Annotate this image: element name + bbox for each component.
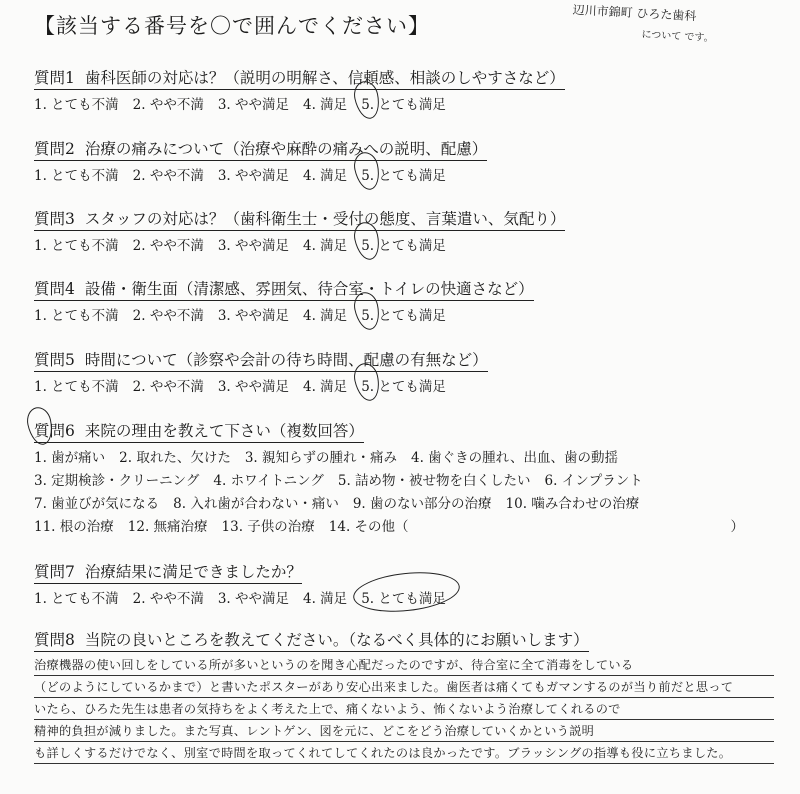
reason-row [34, 493, 774, 516]
reason-option[interactable]: 10. 噛み合わせの治療 [505, 496, 640, 512]
question-number: 質問6 [34, 422, 75, 440]
option-3[interactable]: 3. やや満足 [217, 168, 290, 184]
option-3[interactable]: 3. やや満足 [217, 379, 290, 395]
reason-option-other[interactable]: 14. その他（ [328, 519, 409, 535]
handwritten-answer[interactable] [34, 654, 782, 764]
option-5-selected[interactable]: 5. とても満足 [361, 375, 446, 395]
question-number: 質問2 [34, 140, 75, 158]
question-title [34, 207, 565, 231]
answer-options [34, 234, 774, 254]
reason-option[interactable]: 7. 歯並びが気になる [34, 496, 160, 512]
answer-options [34, 304, 774, 324]
option-5-selected[interactable]: 5. とても満足 [361, 164, 446, 184]
question-title [34, 66, 565, 90]
reason-options [34, 447, 774, 539]
question-1 [34, 66, 774, 113]
reason-row [34, 516, 774, 539]
option-1[interactable]: 1. とても不満 [34, 168, 119, 184]
option-5-selected[interactable]: 5. とても満足 [361, 587, 446, 607]
option-5-selected[interactable]: 5. とても満足 [361, 234, 446, 254]
question-text: 時間について（診察や会計の待ち時間、配慮の有無など） [84, 351, 488, 369]
option-1[interactable]: 1. とても不満 [34, 238, 119, 254]
reason-option[interactable]: 6. インプラント [544, 473, 643, 489]
question-number: 質問5 [34, 351, 75, 369]
option-1[interactable]: 1. とても不満 [34, 97, 119, 113]
reason-row [34, 470, 774, 493]
answer-line: 精神的負担が減りました。また写真、レントゲン、図を元に、どこをどう治療していくかという説明 [34, 724, 595, 738]
handwritten-note [571, 0, 773, 53]
question-title [34, 137, 487, 161]
question-title [34, 560, 302, 584]
reason-option[interactable]: 8. 入れ歯が合わない・痛い [173, 496, 339, 512]
option-3[interactable]: 3. やや満足 [217, 97, 290, 113]
question-3 [34, 207, 774, 254]
question-5 [34, 348, 774, 395]
answer-options [34, 164, 774, 184]
option-2[interactable]: 2. やや不満 [132, 238, 204, 254]
question-number: 質問4 [34, 280, 75, 298]
reason-option[interactable]: 4. 歯ぐきの腫れ、出血、歯の動揺 [411, 450, 618, 466]
answer-options [34, 375, 774, 395]
answer-line: 治療機器の使い回しをしている所が多いというのを聞き心配だったのですが、待合室に全て消毒をしている [34, 658, 634, 672]
option-3[interactable]: 3. やや満足 [217, 238, 290, 254]
question-text: 来院の理由を教えて下さい（複数回答） [84, 422, 364, 440]
question-8 [34, 628, 774, 652]
reason-option[interactable]: 13. 子供の治療 [221, 519, 315, 535]
reason-row [34, 447, 774, 470]
option-2[interactable]: 2. やや不満 [132, 308, 204, 324]
reason-option[interactable]: 3. 定期検診・クリーニング [34, 473, 200, 489]
option-2[interactable]: 2. やや不満 [132, 379, 204, 395]
option-4[interactable]: 4. 満足 [303, 379, 348, 395]
question-number: 質問7 [34, 563, 75, 581]
question-7 [34, 560, 774, 607]
question-text: 設備・衛生面（清潔感、雰囲気、待合室・トイレの快適さなど） [84, 280, 534, 298]
question-text: 当院の良いところを教えてください。（なるべく具体的にお願いします） [84, 631, 589, 649]
question-title [34, 628, 589, 652]
question-text: 治療の痛みについて（治療や麻酔の痛みへの説明、配慮） [84, 140, 488, 158]
option-1[interactable]: 1. とても不満 [34, 591, 119, 607]
question-number: 質問1 [34, 69, 75, 87]
question-4 [34, 277, 774, 324]
option-4[interactable]: 4. 満足 [303, 97, 348, 113]
question-title [34, 277, 534, 301]
answer-line: も詳しくするだけでなく、別室で時間を取ってくれてしてくれたのは良かったです。ブラッシングの指導も役に立ちました。 [34, 746, 732, 760]
option-1[interactable]: 1. とても不満 [34, 379, 119, 395]
option-2[interactable]: 2. やや不満 [132, 168, 204, 184]
option-2[interactable]: 2. やや不満 [132, 591, 204, 607]
option-4[interactable]: 4. 満足 [303, 591, 348, 607]
question-6 [34, 419, 774, 539]
option-4[interactable]: 4. 満足 [303, 238, 348, 254]
answer-options [34, 93, 774, 113]
question-number: 質問3 [34, 210, 75, 228]
question-text: 治療結果に満足できましたか？ [84, 563, 302, 581]
question-text: 歯科医師の対応は？（説明の明解さ、信頼感、相談のしやすさなど） [84, 69, 565, 87]
option-2[interactable]: 2. やや不満 [132, 97, 204, 113]
reason-option[interactable]: 11. 根の治療 [34, 519, 114, 535]
answer-options [34, 587, 774, 607]
option-4[interactable]: 4. 満足 [303, 308, 348, 324]
question-2 [34, 137, 774, 184]
reason-option[interactable]: 9. 歯のない部分の治療 [352, 496, 492, 512]
note-line: について です。 [641, 29, 714, 45]
reason-option[interactable]: 4. ホワイトニング [213, 473, 324, 489]
question-title [34, 348, 488, 372]
reason-option[interactable]: 3. 親知らずの腫れ・痛み [244, 450, 398, 466]
option-1[interactable]: 1. とても不満 [34, 308, 119, 324]
option-3[interactable]: 3. やや満足 [217, 308, 290, 324]
option-5-selected[interactable]: 5. とても満足 [361, 93, 446, 113]
reason-option[interactable]: 2. 取れた、欠けた [119, 450, 231, 466]
answer-line: （どのようにしているかまで）と書いたポスターがあり安心出来ました。歯医者は痛くてもガマンするのが当り前だと思って [34, 680, 734, 694]
option-3[interactable]: 3. やや満足 [217, 591, 290, 607]
question-number: 質問8 [34, 631, 75, 649]
other-close-paren: ） [730, 519, 744, 535]
question-title [34, 419, 364, 443]
answer-line: いたら、ひろた先生は患者の気持ちをよく考えた上で、痛くないよう、怖くないよう治療してくれるので [34, 702, 621, 716]
reason-option-selected[interactable]: 12. 無痛治療 [128, 516, 208, 539]
page-title: 【該当する番号を〇で囲んでください】 [34, 14, 430, 38]
option-5-selected[interactable]: 5. とても満足 [361, 304, 446, 324]
reason-option[interactable]: 5. 詰め物・被せ物を白くしたい [337, 473, 531, 489]
reason-option[interactable]: 1. 歯が痛い [34, 450, 106, 466]
note-line: 辺川市錦町 ひろた歯科 [572, 2, 697, 24]
option-4[interactable]: 4. 満足 [303, 168, 348, 184]
question-text: スタッフの対応は？（歯科衛生士・受付の態度、言葉遣い、気配り） [84, 210, 566, 228]
